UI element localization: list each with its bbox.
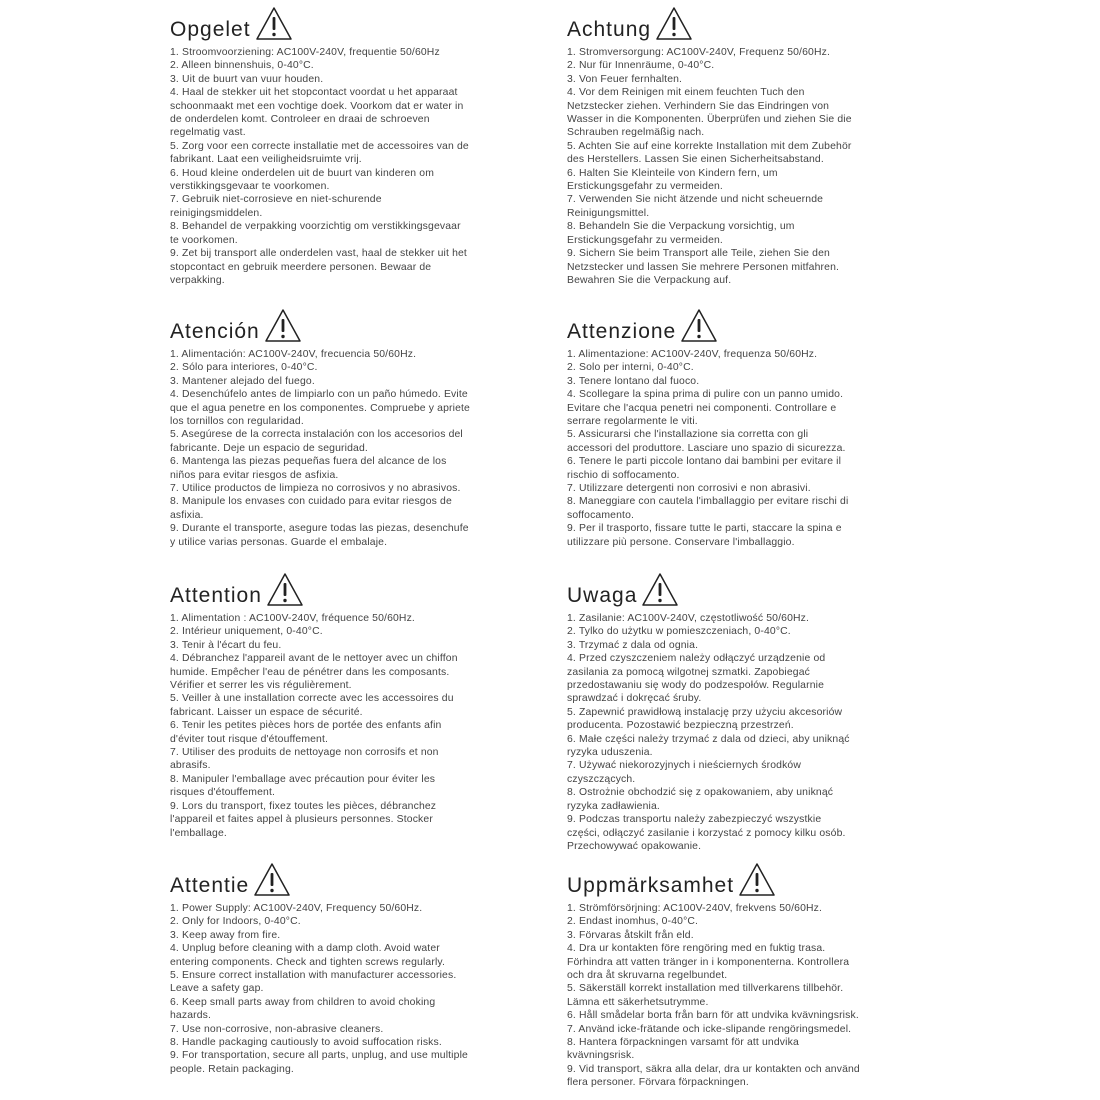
instruction-line: 8. Hantera förpackningen varsamt för att undvika — [567, 1037, 799, 1049]
section-lines — [567, 348, 937, 549]
section-header — [170, 568, 540, 608]
section-swedish — [567, 858, 937, 1090]
instruction-line: 8. Maneggiare con cautela l'imballaggio per evitare rischi di — [567, 496, 849, 508]
instruction-line: asfixia. — [170, 509, 204, 521]
section-title: Attentie — [170, 874, 250, 897]
warning-triangle-icon — [655, 6, 693, 42]
instruction-line: fabrikant. Laat een veiligheidsruimte vrij. — [170, 154, 362, 166]
instruction-line: 8. Manipule los envases con cuidado para evitar riesgos de — [170, 496, 452, 508]
section-lines — [170, 46, 540, 287]
instruction-line: zasilania za pomocą wilgotnej szmatki. Zapobiegać — [567, 666, 810, 678]
section-lines — [170, 902, 540, 1076]
instruction-line: części, odłączyć zasilanie i korzystać z pomocy kilku osób. — [567, 827, 846, 839]
instruction-line: 3. Tenir à l'écart du feu. — [170, 639, 282, 651]
instruction-line: stopcontact en gebruik meerdere personen. Bewaar de — [170, 261, 432, 273]
instruction-line: accessori del produttore. Lasciare uno spazio di sicurezza. — [567, 442, 846, 454]
instruction-line: des Herstellers. Lassen Sie einen Sicherheitsabstand. — [567, 154, 824, 166]
instruction-line: l'emballage. — [170, 827, 227, 839]
instruction-line: producenta. Pozostawić bezpieczną przestrzeń. — [567, 720, 794, 732]
instruction-line: humide. Empêcher l'eau de pénétrer dans les composants. — [170, 666, 450, 678]
section-italian — [567, 304, 937, 549]
instruction-line: 3. Keep away from fire. — [170, 929, 281, 941]
instruction-line: Reinigungsmittel. — [567, 207, 650, 219]
section-title: Opgelet — [170, 18, 251, 41]
instruction-line: 6. Håll smådelar borta från barn för att undvika kvävningsrisk. — [567, 1010, 859, 1022]
instruction-line: utilizzare più persone. Conservare l'imballaggio. — [567, 536, 795, 548]
instruction-line: 2. Sólo para interiores, 0-40°C. — [170, 362, 318, 374]
instruction-line: Przechowywać opakowanie. — [567, 840, 702, 852]
instruction-line: regelmatig vast. — [170, 127, 246, 139]
instruction-line: 9. Zet bij transport alle onderdelen vast, haal de stekker uit het — [170, 248, 467, 260]
section-header — [170, 304, 540, 344]
instruction-line: 6. Małe części należy trzymać z dala od dzieci, aby uniknąć — [567, 733, 850, 745]
instruction-line: 9. Podczas transportu należy zabezpieczyć wszystkie — [567, 814, 822, 826]
instruction-line: kvävningsrisk. — [567, 1050, 635, 1062]
section-lines — [567, 902, 937, 1090]
instruction-line: verpakking. — [170, 274, 225, 286]
section-english — [170, 858, 540, 1076]
instruction-line: te voorkomen. — [170, 234, 238, 246]
instruction-line: 3. Von Feuer fernhalten. — [567, 73, 683, 85]
instruction-line: 7. Używać niekorozyjnych i nieściernych środków — [567, 760, 801, 772]
instruction-line: 5. Ensure correct installation with manufacturer accessories. — [170, 970, 457, 982]
instruction-line: de onderdelen komt. Controleer en draai de schroeven — [170, 114, 430, 126]
warning-triangle-icon — [264, 308, 302, 344]
instruction-line: Erstickungsgefahr zu vermeiden. — [567, 181, 723, 193]
instruction-line: 4. Vor dem Reinigen mit einem feuchten Tuch den — [567, 87, 805, 99]
instruction-line: 3. Mantener alejado del fuego. — [170, 375, 315, 387]
instruction-line: 1. Strömförsörjning: AC100V-240V, frekvens 50/60Hz. — [567, 903, 823, 914]
instruction-line: 2. Endast inomhus, 0-40°C. — [567, 916, 699, 928]
instruction-line: 7. Använd icke-frätande och icke-slipande rengöringsmedel. — [567, 1023, 852, 1035]
section-german — [567, 2, 937, 287]
instruction-line: 4. Scollegare la spina prima di pulire con un panno umido. — [567, 389, 844, 401]
instruction-line: people. Retain packaging. — [170, 1063, 294, 1075]
instruction-line: fabricant. Laisser un espace de sécurité. — [170, 706, 363, 718]
instruction-line: 3. Tenere lontano dal fuoco. — [567, 375, 700, 387]
instruction-line: 7. Verwenden Sie nicht ätzende und nicht scheuernde — [567, 194, 824, 206]
instruction-line: 9. Per il trasporto, fissare tutte le parti, staccare la spina e — [567, 523, 842, 535]
instruction-line: schoonmaakt met een vochtige doek. Voorkom dat er water in — [170, 100, 464, 112]
instruction-line: reinigingsmiddelen. — [170, 207, 263, 219]
instruction-line: Schrauben regelmäßig nach. — [567, 127, 705, 139]
instruction-line: abrasifs. — [170, 760, 211, 772]
instruction-line: 8. Behandel de verpakking voorzichtig om verstikkingsgevaar — [170, 221, 461, 233]
instruction-line: 4. Unplug before cleaning with a damp cloth. Avoid water — [170, 943, 440, 955]
section-title: Attenzione — [567, 320, 677, 343]
instruction-line: 5. Säkerställ korrekt installation med tillverkarens tillbehör. — [567, 983, 844, 995]
instruction-line: 8. Ostrożnie obchodzić się z opakowaniem, aby uniknąć — [567, 787, 834, 799]
instruction-line: 2. Solo per interni, 0-40°C. — [567, 362, 694, 374]
instruction-line: 7. Use non-corrosive, non-abrasive cleaners. — [170, 1023, 384, 1035]
instruction-line: 1. Zasilanie: AC100V-240V, częstotliwość 50/60Hz. — [567, 613, 810, 624]
instruction-line: 6. Mantenga las piezas pequeñas fuera del alcance de los — [170, 456, 447, 468]
instruction-line: serrare regolarmente le viti. — [567, 416, 698, 428]
section-french — [170, 568, 540, 840]
instruction-line: 2. Intérieur uniquement, 0-40°C. — [170, 626, 323, 638]
instruction-line: ryzyka uduszenia. — [567, 747, 653, 759]
instruction-line: 5. Asegúrese de la correcta instalación con los accesorios del — [170, 429, 463, 441]
instruction-line: 4. Dra ur kontakten före rengöring med en fuktig trasa. — [567, 943, 826, 955]
instruction-line: 3. Trzymać z dala od ognia. — [567, 639, 699, 651]
instruction-line: l'appareil et faites appel à plusieurs personnes. Stocker — [170, 814, 433, 826]
instruction-line: 8. Behandeln Sie die Verpackung vorsichtig, um — [567, 221, 795, 233]
instruction-line: 7. Gebruik niet-corrosieve en niet-schurende — [170, 194, 382, 206]
instruction-line: 6. Tenere le parti piccole lontano dai bambini per evitare il — [567, 456, 842, 468]
section-header — [170, 2, 540, 42]
instruction-line: Netzstecker und lassen Sie mehrere Personen mitfahren. — [567, 261, 840, 273]
instruction-line: verstikkingsgevaar te voorkomen. — [170, 181, 330, 193]
instruction-line: 7. Utiliser des produits de nettoyage non corrosifs et non — [170, 747, 439, 759]
instruction-line: 9. Vid transport, säkra alla delar, dra ur kontakten och använd — [567, 1063, 860, 1075]
instruction-line: ryzyka zadławienia. — [567, 800, 660, 812]
instruction-line: los tornillos con regularidad. — [170, 416, 304, 428]
instruction-line: Netzstecker ziehen. Verhindern Sie das Eindringen von — [567, 100, 830, 112]
instruction-line: 5. Assicurarsi che l'installazione sia corretta con gli — [567, 429, 809, 441]
instruction-line: 9. Sichern Sie beim Transport alle Teile, ziehen Sie den — [567, 248, 830, 260]
instruction-line: rischio di soffocamento. — [567, 469, 680, 481]
section-header — [567, 304, 937, 344]
instruction-line: niños para evitar riesgos de asfixia. — [170, 469, 339, 481]
instruction-line: Vérifier et serrer les vis régulièrement. — [170, 680, 352, 692]
instruction-line: 1. Power Supply: AC100V-240V, Frequency 50/60Hz. — [170, 903, 423, 914]
instruction-line: 3. Uit de buurt van vuur houden. — [170, 73, 324, 85]
instruction-line: y utilice varias personas. Guarde el embalaje. — [170, 536, 388, 548]
instruction-line: 1. Stromversorgung: AC100V-240V, Frequenz 50/60Hz. — [567, 47, 830, 58]
instruction-line: fabricante. Deje un espacio de seguridad. — [170, 442, 368, 454]
instruction-line: d'éviter tout risque d'étouffement. — [170, 733, 329, 745]
instruction-line: Evitare che l'acqua penetri nei componenti. Controllare e — [567, 402, 837, 414]
section-title: Uwaga — [567, 584, 638, 607]
instruction-line: Leave a safety gap. — [170, 983, 264, 995]
instruction-line: Lämna ett säkerhetsutrymme. — [567, 996, 709, 1008]
instruction-line: 4. Débranchez l'appareil avant de le nettoyer avec un chiffon — [170, 653, 458, 665]
instruction-line: och dra åt skruvarna regelbundet. — [567, 970, 728, 982]
warning-triangle-icon — [253, 862, 291, 898]
section-header — [170, 858, 540, 898]
section-header — [567, 568, 937, 608]
section-header — [567, 2, 937, 42]
instruction-line: 1. Alimentación: AC100V-240V, frecuencia 50/60Hz. — [170, 349, 417, 360]
instruction-line: Wasser in die Komponenten. Überprüfen und ziehen Sie die — [567, 114, 852, 126]
instruction-line: 2. Nur für Innenräume, 0-40°C. — [567, 60, 715, 72]
instruction-line: 7. Utilice productos de limpieza no corrosivos y no abrasivos. — [170, 483, 461, 495]
instruction-line: entering components. Check and tighten screws regularly. — [170, 956, 446, 968]
section-title: Atención — [170, 320, 260, 343]
instruction-line: 1. Alimentation : AC100V-240V, fréquence 50/60Hz. — [170, 613, 415, 624]
section-spanish — [170, 304, 540, 549]
instruction-line: przedostawaniu się wody do podzespołów. Regularnie — [567, 680, 825, 692]
instruction-line: 4. Desenchúfelo antes de limpiarlo con un paño húmedo. Evite — [170, 389, 468, 401]
section-lines — [170, 348, 540, 549]
instruction-line: 5. Veiller à une installation correcte avec les accessoires du — [170, 693, 454, 705]
instruction-line: 9. Lors du transport, fixez toutes les pièces, débranchez — [170, 800, 437, 812]
warning-triangle-icon — [266, 572, 304, 608]
section-polish — [567, 568, 937, 853]
instruction-line: hazards. — [170, 1010, 212, 1022]
instruction-line: risques d'étouffement. — [170, 787, 276, 799]
instruction-line: que el agua penetre en los componentes. Compruebe y apriete — [170, 402, 470, 414]
section-lines — [567, 612, 937, 853]
instruction-line: Erstickungsgefahr zu vermeiden. — [567, 234, 723, 246]
section-title: Uppmärksamhet — [567, 874, 735, 897]
instruction-line: 6. Keep small parts away from children to avoid choking — [170, 996, 436, 1008]
instruction-line: Bewahren Sie die Verpackung auf. — [567, 274, 732, 286]
instruction-line: 4. Haal de stekker uit het stopcontact voordat u het apparaat — [170, 87, 458, 99]
instruction-line: 6. Halten Sie Kleinteile von Kindern fern, um — [567, 167, 778, 179]
instruction-line: 4. Przed czyszczeniem należy odłączyć urządzenie od — [567, 653, 826, 665]
section-title: Attention — [170, 584, 262, 607]
instruction-line: 3. Förvaras åtskilt från eld. — [567, 929, 694, 941]
instruction-line: 5. Zorg voor een correcte installatie met de accessoires van de — [170, 140, 469, 152]
instruction-line: 8. Handle packaging cautiously to avoid suffocation risks. — [170, 1037, 442, 1049]
section-header — [567, 858, 937, 898]
section-lines — [567, 46, 937, 287]
warning-triangle-icon — [255, 6, 293, 42]
instruction-line: 2. Only for Indoors, 0-40°C. — [170, 916, 301, 928]
section-title: Achtung — [567, 18, 652, 41]
instruction-line: 9. Durante el transporte, asegure todas las piezas, desenchufe — [170, 523, 469, 535]
instruction-line: 7. Utilizzare detergenti non corrosivi e non abrasivi. — [567, 483, 811, 495]
instruction-line: czyszczących. — [567, 773, 636, 785]
instruction-line: 9. For transportation, secure all parts, unplug, and use multiple — [170, 1050, 468, 1062]
instruction-line: Förhindra att vatten tränger in i komponenterna. Kontrollera — [567, 956, 850, 968]
instruction-line: 5. Zapewnić prawidłową instalację przy użyciu akcesoriów — [567, 706, 843, 718]
instruction-line: 8. Manipuler l'emballage avec précaution pour éviter les — [170, 773, 436, 785]
instruction-line: sprawdzać i dokręcać śruby. — [567, 693, 702, 705]
warning-triangle-icon — [738, 862, 776, 898]
instruction-line: soffocamento. — [567, 509, 635, 521]
instruction-line: 1. Alimentazione: AC100V-240V, frequenza 50/60Hz. — [567, 349, 818, 360]
instruction-line: 6. Houd kleine onderdelen uit de buurt van kinderen om — [170, 167, 434, 179]
section-dutch — [170, 2, 540, 287]
warning-triangle-icon — [680, 308, 718, 344]
warning-triangle-icon — [641, 572, 679, 608]
section-lines — [170, 612, 540, 840]
instruction-line: 1. Stroomvoorziening: AC100V-240V, frequentie 50/60Hz — [170, 47, 440, 58]
instruction-line: 5. Achten Sie auf eine korrekte Installation mit dem Zubehör — [567, 140, 852, 152]
instruction-line: flera personer. Förvara förpackningen. — [567, 1077, 749, 1089]
instruction-line: 6. Tenir les petites pièces hors de portée des enfants afin — [170, 720, 442, 732]
instruction-line: 2. Tylko do użytku w pomieszczeniach, 0-40°C. — [567, 626, 791, 638]
instruction-line: 2. Alleen binnenshuis, 0-40°C. — [170, 60, 314, 72]
